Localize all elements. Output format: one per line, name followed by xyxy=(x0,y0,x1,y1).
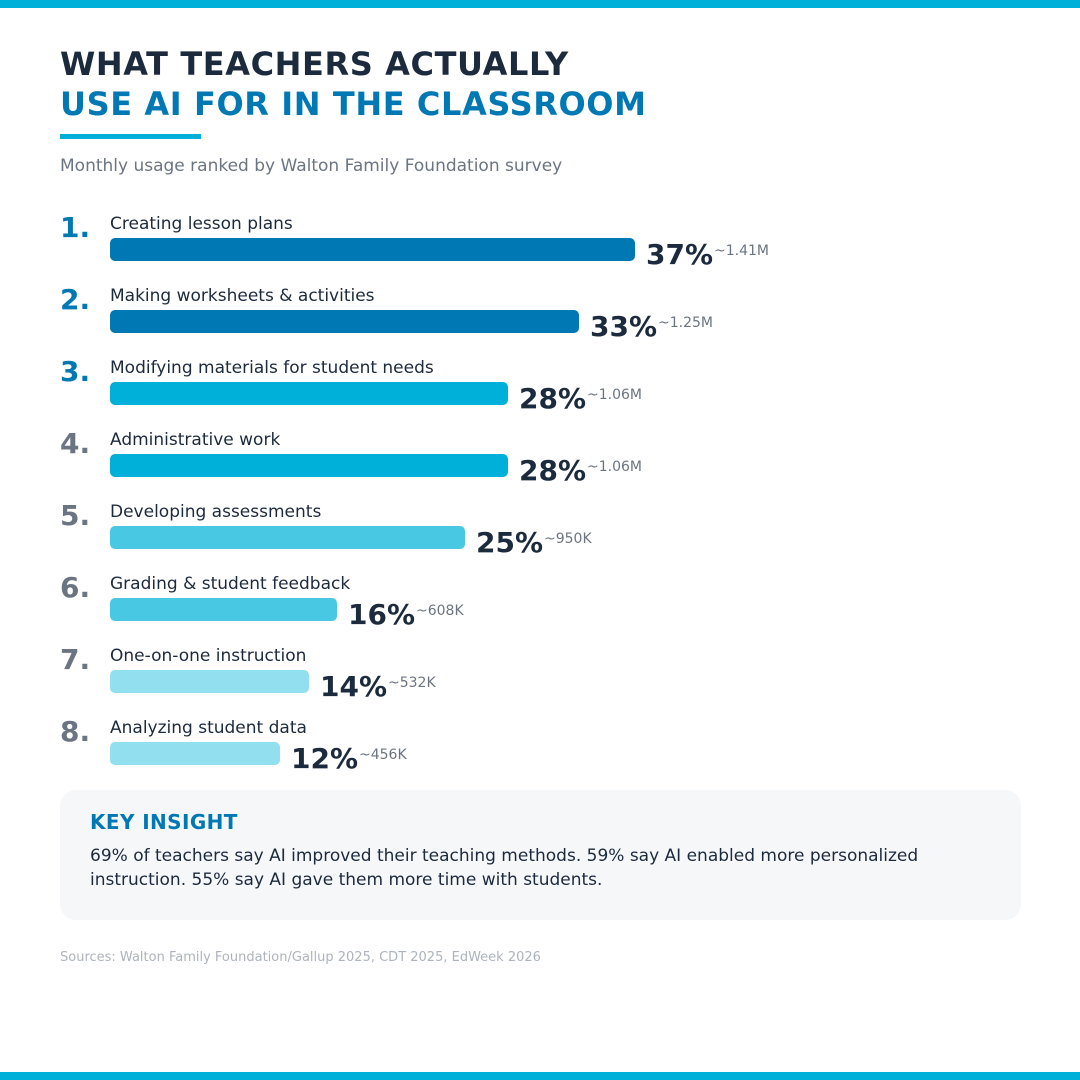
rank-number: 2. xyxy=(60,283,91,316)
key-insight-panel xyxy=(60,790,1021,920)
value-label: 16% xyxy=(348,598,416,631)
bar xyxy=(110,742,280,765)
rank-number: 7. xyxy=(60,643,91,676)
bar xyxy=(110,454,508,477)
count-label: ~532K xyxy=(388,675,436,691)
subtitle: Monthly usage ranked by Walton Family Foundation survey xyxy=(60,156,563,176)
value-label: 25% xyxy=(476,526,544,559)
category-label: One-on-one instruction xyxy=(110,646,307,666)
count-label: ~608K xyxy=(416,603,464,619)
rank-number: 8. xyxy=(60,715,91,748)
value-label: 28% xyxy=(519,382,587,415)
bar xyxy=(110,310,579,333)
bar xyxy=(110,382,508,405)
bar xyxy=(110,526,465,549)
value-label: 14% xyxy=(320,670,388,703)
category-label: Analyzing student data xyxy=(110,718,307,738)
chart-row xyxy=(0,498,1080,570)
category-label: Grading & student feedback xyxy=(110,574,351,594)
chart-row xyxy=(0,282,1080,354)
category-label: Creating lesson plans xyxy=(110,214,293,234)
rank-number: 6. xyxy=(60,571,91,604)
rank-number: 1. xyxy=(60,211,91,244)
category-label: Modifying materials for student needs xyxy=(110,358,434,378)
bar xyxy=(110,238,635,261)
chart-row xyxy=(0,426,1080,498)
bottom-accent-bar xyxy=(0,1072,1080,1080)
category-label: Developing assessments xyxy=(110,502,322,522)
bar xyxy=(110,598,337,621)
key-insight-title: KEY INSIGHT xyxy=(90,810,238,834)
count-label: ~950K xyxy=(544,531,592,547)
rank-number: 3. xyxy=(60,355,91,388)
count-label: ~1.06M xyxy=(587,387,642,403)
chart-row xyxy=(0,642,1080,714)
count-label: ~456K xyxy=(359,747,407,763)
chart-row xyxy=(0,714,1080,786)
value-label: 33% xyxy=(590,310,658,343)
rank-number: 4. xyxy=(60,427,91,460)
value-label: 37% xyxy=(646,238,714,271)
chart-row xyxy=(0,210,1080,282)
category-label: Administrative work xyxy=(110,430,281,450)
title-line-2: USE AI FOR IN THE CLASSROOM xyxy=(60,85,647,123)
rank-number: 5. xyxy=(60,499,91,532)
count-label: ~1.41M xyxy=(714,243,769,259)
key-insight-text: 69% of teachers say AI improved their teaching methods. 59% say AI enabled more personalized instruction. 55% say AI gave them more time with students. xyxy=(90,846,919,890)
bar xyxy=(110,670,309,693)
chart-row xyxy=(0,354,1080,426)
category-label: Making worksheets & activities xyxy=(110,286,375,306)
count-label: ~1.25M xyxy=(658,315,713,331)
count-label: ~1.06M xyxy=(587,459,642,475)
sources-footnote: Sources: Walton Family Foundation/Gallup 2025, CDT 2025, EdWeek 2026 xyxy=(60,950,541,965)
chart-row xyxy=(0,570,1080,642)
value-label: 28% xyxy=(519,454,587,487)
value-label: 12% xyxy=(291,742,359,775)
title-line-1: WHAT TEACHERS ACTUALLY xyxy=(60,45,569,83)
